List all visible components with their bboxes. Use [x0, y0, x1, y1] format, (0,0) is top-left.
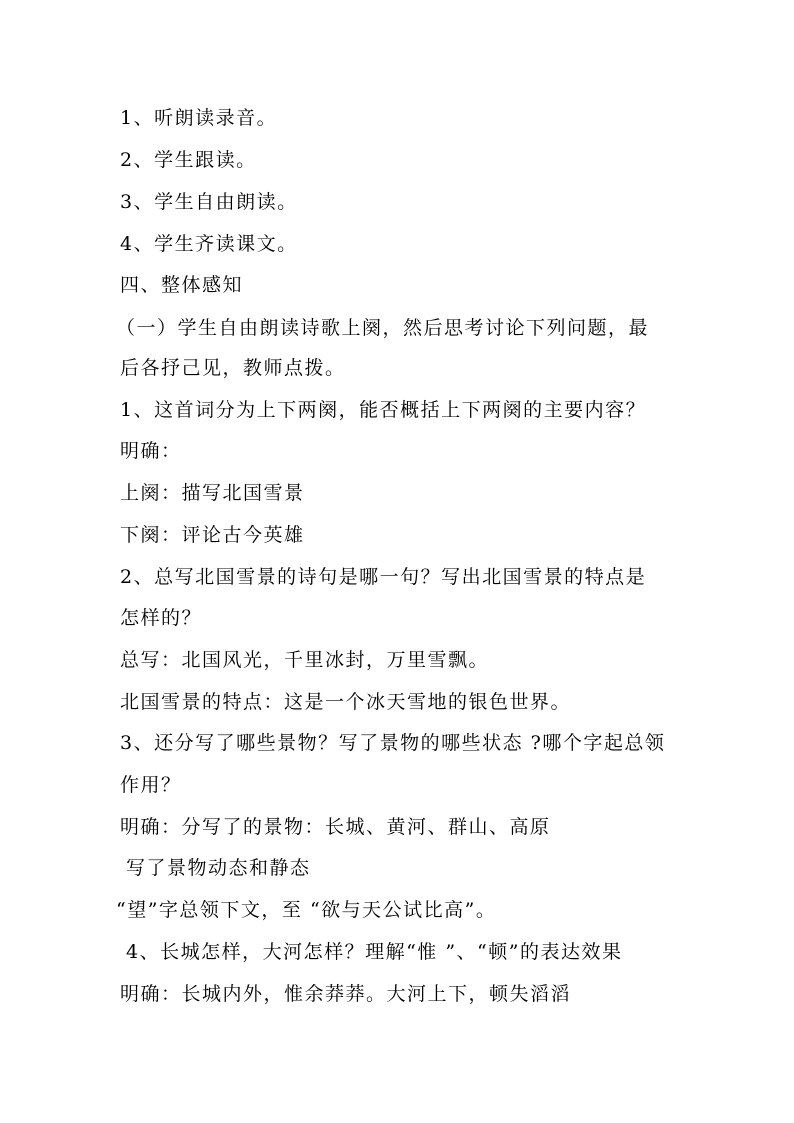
- question-1: 1、这首词分为上下两阕，能否概括上下两阕的主要内容？: [120, 399, 647, 421]
- answer-snow-scene-features: 北国雪景的特点：这是一个冰天雪地的银色世界。: [120, 691, 572, 713]
- answer-upper-stanza: 上阕：描写北国雪景: [120, 482, 305, 504]
- step-group-reading: 4、学生齐读课文。: [120, 233, 298, 255]
- paragraph-part-one-line-1: （一）学生自由朗读诗歌上阕，然后思考讨论下列问题，最: [116, 317, 650, 339]
- answer-general-description: 总写：北国风光，千里冰封，万里雪飘。: [120, 649, 490, 671]
- section-heading-overall-perception: 四、整体感知: [120, 274, 244, 296]
- step-follow-reading: 2、学生跟读。: [120, 149, 257, 171]
- question-2-line-2: 怎样的？: [120, 607, 203, 629]
- step-free-reading: 3、学生自由朗读。: [120, 191, 298, 213]
- question-4: 4、长城怎样，大河怎样？理解“惟 ”、“顿”的表达效果: [126, 941, 623, 963]
- answer-3-states: 写了景物动态和静态: [126, 857, 311, 879]
- question-3-line-2: 作用？: [120, 774, 182, 796]
- answer-3-leading-word: “望”字总领下文，至 “欲与天公试比高”。: [116, 899, 497, 921]
- answer-4: 明确：长城内外，惟余莽莽。大河上下，顿失滔滔: [120, 983, 572, 1005]
- answer-label-1: 明确：: [120, 440, 182, 462]
- paragraph-part-one-line-2: 后各抒己见，教师点拨。: [120, 357, 346, 379]
- question-3-line-1: 3、还分写了哪些景物？写了景物的哪些状态 ?哪个字起总领: [120, 732, 666, 754]
- answer-3-scenery: 明确：分写了的景物：长城、黄河、群山、高原: [120, 816, 551, 838]
- answer-lower-stanza: 下阕：评论古今英雄: [120, 524, 305, 546]
- question-2-line-1: 2、总写北国雪景的诗句是哪一句？写出北国雪景的特点是: [120, 566, 647, 588]
- step-listen-recording: 1、听朗读录音。: [120, 107, 278, 129]
